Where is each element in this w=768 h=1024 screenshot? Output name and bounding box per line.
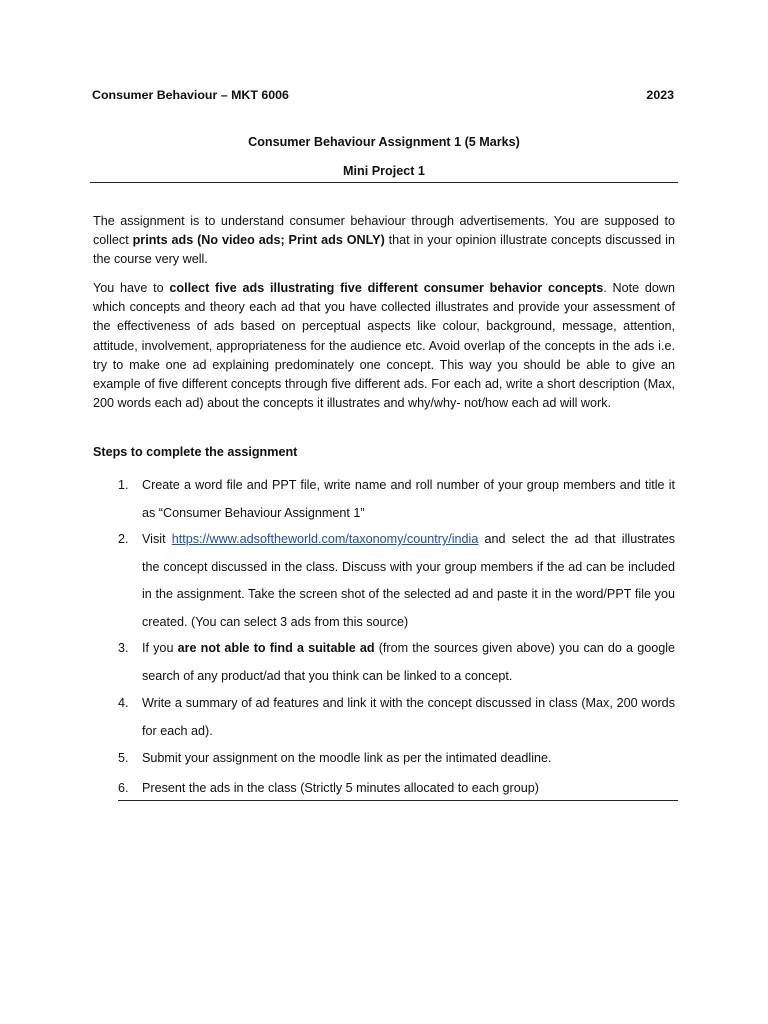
assignment-title: Consumer Behaviour Assignment 1 (5 Marks) [248,135,520,149]
steps-heading: Steps to complete the assignment [93,445,298,459]
step-text: Write a summary of ad features and link it with the concept discussed in class (Max, 200 words for each ad). [142,696,675,738]
step-3-bold: are not able to find a suitable ad [177,641,375,655]
step-text: Present the ads in the class (Strictly 5 minutes allocated to each group) [142,781,539,795]
step-number: 6. [118,781,129,795]
step-2-post: and select the ad that illustrates the concept discussed in the class. Discuss with your group members if the ad can be included in the assignment. Take the screen shot of the selected ad and paste it in the word/PPT file you created. (You can select 3 ads from this source) [142,532,675,629]
steps-bottom-divider [118,800,678,801]
step-text: Create a word file and PPT file, write name and roll number of your group members and title it as “Consumer Behaviour Assignment 1” [142,478,675,520]
header-year: 2023 [646,88,674,102]
intro-p2-text-c: . Note down which concepts and theory each ad that you have collected illustrates and provide your assessment of the effectiveness of ads based on perceptual aspects like colour, background, message, attention, attitude, involvement, appropriateness for the audience etc. Avoid overlap of the concepts in the ads i.e. try to make one ad explaining predominately one concept. This way you should be able to give an example of five different concepts through five different ads. For each ad, write a short description (Max, 200 words each ad) about the concepts it illustrates and why/why- not/how each ad will work. [93,281,675,411]
step-number: 2. [118,532,129,546]
step-item-2 [118,526,675,636]
step-text: Submit your assignment on the moodle link as per the intimated deadline. [142,751,552,765]
step-number: 4. [118,696,129,710]
step-number: 5. [118,751,129,765]
step-item-4 [118,690,675,745]
step-item-5 [118,745,675,773]
intro-p1-text-c: that in your opinion illustrate concepts discussed in the course very well. [93,233,675,267]
step-item-1 [118,472,675,527]
step-2-pre: Visit [142,532,172,546]
intro-p2-text-a: You have to [93,281,170,295]
intro-p1-text-a: The assignment is to understand consumer behaviour through advertisements. You are supposed to collect [93,214,675,248]
step-text [142,635,675,690]
step-item-6 [118,775,675,803]
step-text [142,526,675,636]
step-3-post: (from the sources given above) you can do a google search of any product/ad that you think can be linked to a concept. [142,641,676,683]
intro-p1-bold: prints ads (No video ads; Print ads ONLY) [132,233,385,248]
step-number: 3. [118,641,129,655]
ads-of-the-world-link[interactable]: https://www.adsoftheworld.com/taxonomy/country/india [171,532,479,546]
step-item-3 [118,635,675,690]
course-title: Consumer Behaviour – MKT 6006 [92,88,289,102]
step-3-pre: If you [142,641,178,655]
intro-p2-bold: collect five ads illustrating five different consumer behavior concepts [169,281,604,295]
step-number: 1. [118,478,129,492]
project-subtitle: Mini Project 1 [343,164,425,178]
